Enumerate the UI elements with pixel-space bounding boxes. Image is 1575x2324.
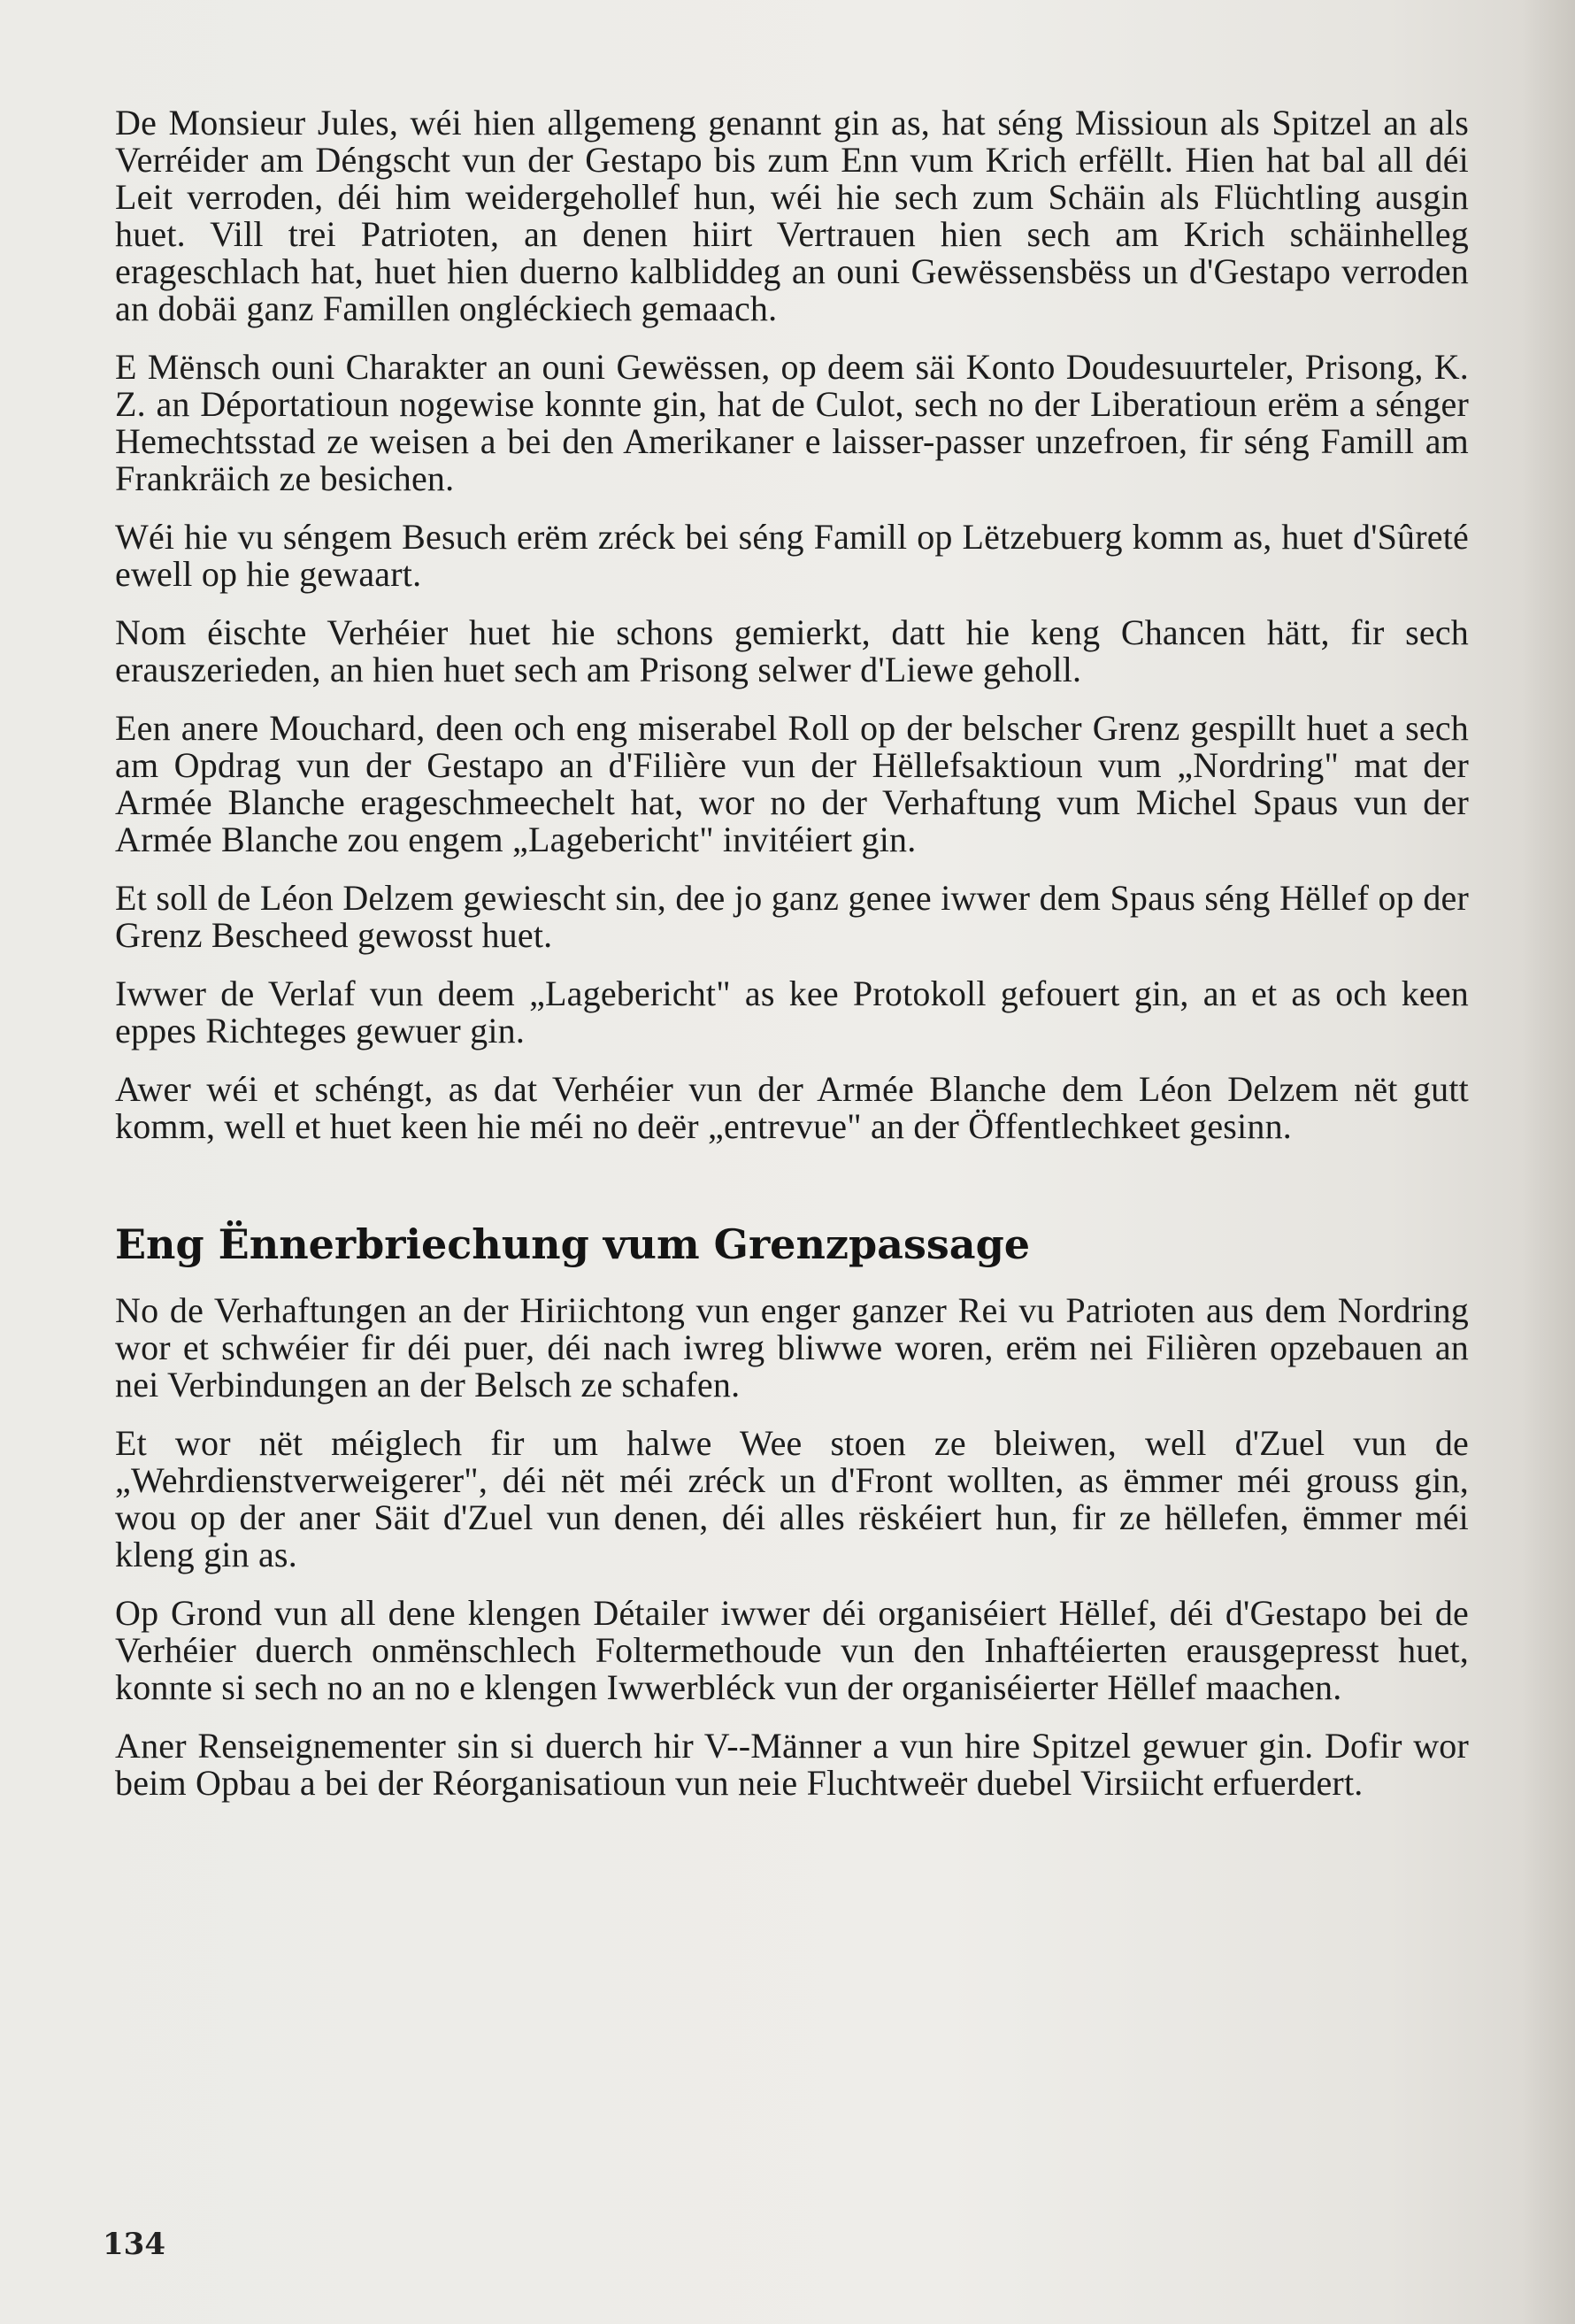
text-column: [115, 104, 1469, 1823]
section-heading: Eng Ënnerbriechung vum Grenzpassage: [115, 1220, 1031, 1268]
page-number: 134: [103, 2227, 165, 2262]
paragraph: De Monsieur Jules, wéi hien allgemeng genannt gin as, hat séng Missioun als Spitzel an als Verréider am Déngscht vun der Gestapo bis zum Enn vum Krich erfëllt. Hien hat bal all déi Leit verroden, déi him weidergehollef hun, wéi hie sech zum Schäin als Flüchtling ausgin huet. Vill trei Patrioten, an denen hiirt Vertrauen hien sech am Krich schäinhelleg erageschlach hat, huet hien duerno kalbliddeg an ouni Gewëssensbëss un d'Gestapo verroden an dobäi ganz Famillen ongléckiech gemaach.: [115, 103, 1469, 328]
paragraph: Iwwer de Verlaf vun deem „Lagebericht" as kee Protokoll gefouert gin, an et as och keen eppes Richteges gewuer gin.: [115, 973, 1469, 1050]
paragraph: Aner Renseignementer sin si duerch hir V--Männer a vun hire Spitzel gewuer gin. Dofir wor beim Opbau a bei der Réorganisatioun vun neie Fluchtweër duebel Virsiicht erfuerdert.: [115, 1726, 1469, 1803]
paragraph: Et soll de Léon Delzem gewiescht sin, dee jo ganz genee iwwer dem Spaus séng Hëllef op der Grenz Bescheed gewosst huet.: [115, 878, 1469, 955]
paragraph: Op Grond vun all dene klengen Détailer iwwer déi organiséiert Hëllef, déi d'Gestapo bei de Verhéier duerch onmënschlech Foltermethoude vun den Inhaftéierten erausgepresst huet, konnte si sech no an no e klengen Iwwerbléck vun der organiséierter Hëllef maachen.: [115, 1593, 1469, 1707]
paragraph: E Mënsch ouni Charakter an ouni Gewëssen, op deem säi Konto Doudesuurteler, Prisong, K. Z. an Déportatioun nogewise konnte gin, hat de Culot, sech no der Liberatioun erëm a sénger Hemechtsstad ze weisen a bei den Amerikaner e laisser-passer unzefroen, fir séng Famill am Frankräich ze besichen.: [115, 347, 1469, 498]
paragraph: No de Verhaftungen an der Hiriichtong vun enger ganzer Rei vu Patrioten aus dem Nordring wor et schwéier fir déi puer, déi nach iwreg bliwwe woren, erëm nei Filièren opzebauen an nei Verbindungen an der Belsch ze schafen.: [115, 1290, 1469, 1404]
paragraph: Een anere Mouchard, deen och eng miserabel Roll op der belscher Grenz gespillt huet a sech am Opdrag vun der Gestapo an d'Filière vun der Hëllefsaktioun vum „Nordring" mat der Armée Blanche erageschmeechelt hat, wor no der Verhaftung vum Michel Spaus vun der Armée Blanche zou engem „Lagebericht" invitéiert gin.: [115, 708, 1469, 859]
paragraph: Et wor nët méiglech fir um halwe Wee stoen ze bleiwen, well d'Zuel vun de „Wehrdienstverweigerer", déi nët méi zréck un d'Front wollten, as ëmmer méi grouss gin, wou op der aner Säit d'Zuel vun denen, déi alles rëskéiert hun, fir ze hëllefen, ëmmer méi kleng gin as.: [115, 1423, 1469, 1574]
paragraph: Nom éischte Verhéier huet hie schons gemierkt, datt hie keng Chancen hätt, fir sech erauszerieden, an hien huet sech am Prisong selwer d'Liewe geholl.: [115, 612, 1469, 689]
paragraph: Wéi hie vu séngem Besuch erëm zréck bei séng Famill op Lëtzebuerg komm as, huet d'Sûreté ewell op hie gewaart.: [115, 517, 1469, 594]
paragraph: Awer wéi et schéngt, as dat Verhéier vun der Armée Blanche dem Léon Delzem nët gutt komm, well et huet keen hie méi no deër „entrevue" an der Öffentlechkeet gesinn.: [115, 1069, 1469, 1146]
page-edge-shadow: [1522, 0, 1575, 2324]
